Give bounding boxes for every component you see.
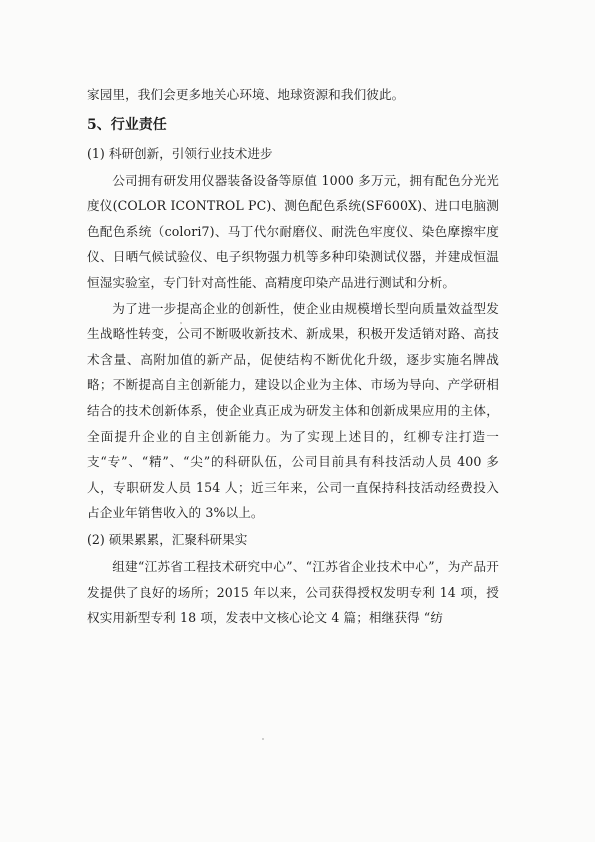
paragraph-innovation-strategy: 为了进一步提高企业的创新性，使企业由规模增长型向质量效益型发生战略性转变，公司不断吸收新技术、新成果，积极开发适销对路、高技术含量、高附加值的新产品，促使结构不断优化升级，逐步实施名牌战略；不断提高自主创新能力，建设以企业为主体、市场为导向、产学研相结合的技术创新体系，使企业真正成为研发主体和创新成果应用的主体，全面提升企业的自主创新能力。为了实现上述目的，红柳专注打造一支“专”、“精”、“尖”的科研队伍，公司目前具有科技活动人员 400 多人，专职研发人员 154 人；近三年来，公司一直保持科技活动经费投入占企业年销售收入的 3%以上。 xyxy=(87,300,499,521)
subheading-research-innovation: (1) 科研创新，引领行业技术进步 xyxy=(87,145,273,161)
paragraph-equipment: 公司拥有研发用仪器装备设备等原值 1000 多万元，拥有配色分光光度仪(COLOR ICONTROL PC)、测色配色系统(SF600X)、进口电脑测色配色系统（colori7)、马丁代尔耐磨仪、耐洗色牢度仪、染色摩擦牢度仪、日晒气候试验仪、电子织物强力机等多种印染测试仪器，并建成恒温恒湿实验室，专门针对高性能、高精度印染产品进行测试和分析。 xyxy=(87,172,499,290)
scan-dot xyxy=(262,738,264,740)
paragraph-achievements: 组建“江苏省工程技术研究中心”、“江苏省企业技术中心”，为产品开发提供了良好的场所；2015 年以来，公司获得授权发明专利 14 项，授权实用新型专利 18 项，发表中文核心论文 4 篇；相继获得 “纺 xyxy=(87,558,499,626)
subheading-research-results: (2) 硕果累累，汇聚科研果实 xyxy=(87,531,248,547)
section-heading: 5、行业责任 xyxy=(87,116,167,133)
scan-dot xyxy=(180,322,182,324)
paragraph-continuation: 家园里，我们会更多地关心环境、地球资源和我们彼此。 xyxy=(87,87,405,102)
